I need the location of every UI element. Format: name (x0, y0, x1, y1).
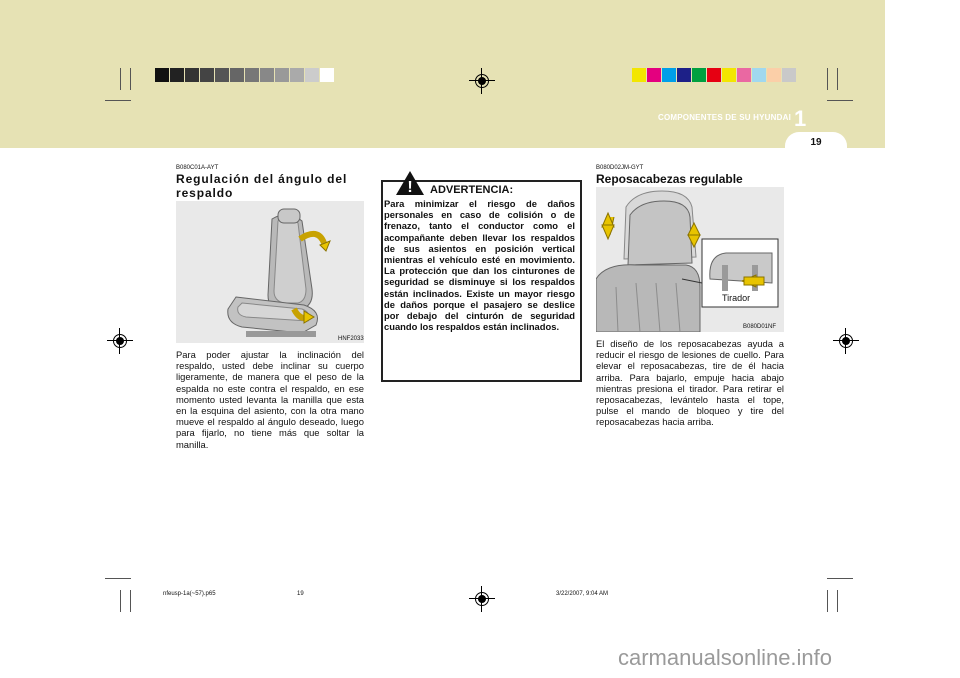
crop-mark (837, 68, 838, 90)
crop-mark (827, 100, 853, 101)
calibration-swatch (707, 68, 721, 82)
footer-timestamp: 3/22/2007, 9:04 AM (556, 591, 609, 597)
body-text: Para poder ajustar la inclinación del respaldo, usted debe inclinar su cuerpo ligeramente, de manera que el peso de la espalda no este contra el respaldo, en ese momento usted levanta la manilla que esta en la esquina del asiento, con la otra mano mueve el respaldo al ángulo deseado, luego para fijarlo, no tiene más que soltar la manilla. (176, 349, 364, 450)
calibration-swatch (170, 68, 184, 82)
calibration-swatch (320, 68, 334, 82)
calibration-swatch (647, 68, 661, 82)
footer-filename: nfeusp-1a(~57).p65 (163, 591, 216, 597)
gray-calibration-strip (155, 68, 335, 82)
crop-mark (827, 590, 828, 612)
warning-title: ADVERTENCIA: (430, 184, 514, 196)
calibration-swatch (782, 68, 796, 82)
registration-mark-icon (474, 591, 490, 607)
calibration-swatch (200, 68, 214, 82)
section-title: Regulación del ángulo del respaldo (176, 172, 348, 200)
calibration-swatch (185, 68, 199, 82)
chapter-number: 1 (794, 106, 807, 131)
calibration-swatch (752, 68, 766, 82)
calibration-swatch (767, 68, 781, 82)
calibration-swatch (260, 68, 274, 82)
seat-illustration (176, 201, 364, 343)
calibration-swatch (155, 68, 169, 82)
crop-mark (837, 590, 838, 612)
calibration-swatch (737, 68, 751, 82)
section-title: Reposacabezas regulable (596, 172, 743, 186)
calibration-swatch (722, 68, 736, 82)
calibration-swatch (305, 68, 319, 82)
registration-mark-icon (474, 73, 490, 89)
crop-mark (130, 68, 131, 90)
calibration-swatch (662, 68, 676, 82)
section-code: B080D02JM-GYT (596, 165, 644, 171)
color-calibration-strip (632, 68, 797, 82)
figure-code: HNF2033 (338, 336, 364, 342)
chapter-title: COMPONENTES DE SU HYUNDAI (657, 113, 791, 122)
section-code: B080C01A-AYT (176, 165, 219, 171)
crop-mark (827, 68, 828, 90)
crop-mark (130, 590, 131, 612)
figure-code: B080D01NF (743, 324, 777, 330)
figure-label: Tirador (722, 293, 751, 303)
calibration-swatch (275, 68, 289, 82)
exclamation-triangle-icon (395, 170, 425, 196)
warning-text: Para minimizar el riesgo de daños personales en caso de colisión o de frenazo, tanto el conductor como el acompañante deben llevar los respaldos de sus asientos en posición vertical mientras el vehículo esté en movimiento. La protección que dan los cinturones de seguridad se disminuye si los respaldos están inclinados. Existe un mayor riesgo de daños porque el pasajero se deslice por debajo del cinturón de seguridad cuando los respaldos están inclinados. (384, 198, 575, 333)
headrest-figure (596, 187, 784, 332)
crop-mark (120, 68, 121, 90)
page-number: 19 (810, 137, 822, 148)
headrest-illustration (596, 187, 784, 332)
registration-mark-icon (112, 333, 128, 349)
crop-mark (105, 578, 131, 579)
calibration-swatch (677, 68, 691, 82)
crop-mark (120, 590, 121, 612)
calibration-swatch (230, 68, 244, 82)
crop-mark (827, 578, 853, 579)
calibration-swatch (692, 68, 706, 82)
body-text: El diseño de los reposacabezas ayuda a reducir el riesgo de lesiones de cuello. Para elevar el reposacabezas, tire de él hacia arriba. Para bajarlo, empuje hacia abajo mientras presiona el tirador. Para retirar el reposacabezas, levántelo hasta el tope, pulse el mando de bloqueo y tire del reposacabezas hacia arriba. (596, 338, 784, 428)
seat-recline-figure (176, 201, 364, 343)
registration-mark-icon (838, 333, 854, 349)
calibration-swatch (215, 68, 229, 82)
calibration-swatch (245, 68, 259, 82)
calibration-swatch (632, 68, 646, 82)
footer-page: 19 (297, 591, 304, 597)
calibration-swatch (290, 68, 304, 82)
watermark: carmanualsonline.info (618, 645, 833, 670)
crop-mark (105, 100, 131, 101)
svg-text:!: ! (407, 179, 413, 196)
